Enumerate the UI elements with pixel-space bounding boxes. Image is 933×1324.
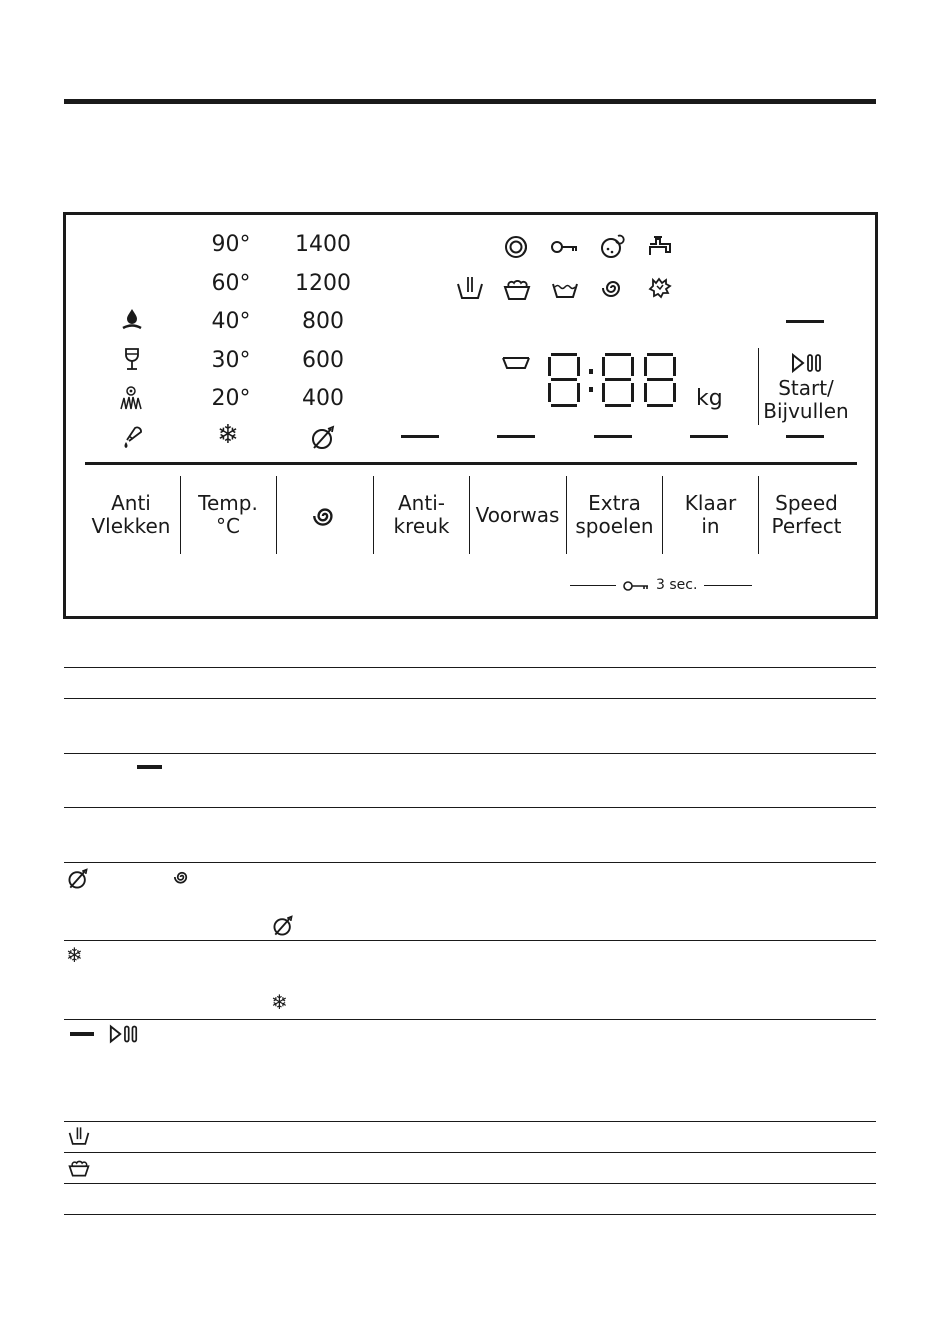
snowflake-icon: ❄ [217, 420, 239, 450]
button-label-line1: Speed [775, 491, 838, 515]
snowflake-icon: ❄ [271, 990, 288, 1014]
table-rule [64, 1121, 876, 1122]
table-rule [64, 1019, 876, 1020]
spin-icon [599, 274, 627, 302]
temp-option: 90° [211, 232, 251, 257]
start-label-line1: Start/ [778, 376, 834, 400]
button-label-line1: Voorwas [475, 503, 560, 527]
main-wash-icon [67, 1156, 91, 1178]
spin-icon [172, 867, 192, 887]
table-rule [64, 667, 876, 668]
spin-icon [310, 501, 340, 531]
voorwas-button[interactable] [470, 504, 565, 527]
indicator-bar-extra-spoelen [594, 435, 632, 438]
prewash-icon [455, 274, 485, 302]
speed-perfect-button[interactable] [759, 492, 854, 538]
tap-icon [646, 233, 674, 259]
button-label-line1: Anti- [398, 491, 445, 515]
temp-option: 30° [211, 348, 251, 373]
rinse-icon [550, 278, 580, 300]
table-rule [64, 940, 876, 941]
drum-refresh-icon [598, 232, 628, 260]
start-pause-icon [108, 1024, 140, 1044]
temp-button[interactable] [181, 492, 275, 538]
temp-option: 20° [211, 386, 251, 411]
anti-vlekken-button[interactable] [84, 492, 178, 538]
start-indicator-bar [786, 320, 824, 323]
start-divider [758, 348, 759, 425]
start-button[interactable] [762, 377, 850, 423]
no-spin-icon [309, 424, 337, 452]
spin-option: 800 [302, 309, 344, 334]
drum-clean-icon [503, 234, 531, 260]
spin-option: 600 [302, 348, 344, 373]
temp-option: 60° [211, 271, 251, 296]
button-label-line2: Vlekken [91, 514, 171, 538]
button-label-line2: kreuk [393, 514, 450, 538]
indicator-bar-speed-perfect [786, 435, 824, 438]
bar-icon [137, 765, 162, 769]
stain-brush-icon [120, 422, 146, 450]
table-rule [64, 807, 876, 808]
klaar-in-button[interactable] [663, 492, 758, 538]
table-rule [64, 1214, 876, 1215]
table-rule [64, 1183, 876, 1184]
anti-kreuk-button[interactable] [374, 492, 469, 538]
table-rule [64, 698, 876, 699]
indicator-bar-klaar-in [690, 435, 728, 438]
main-wash-icon [502, 274, 532, 302]
no-spin-icon [271, 914, 295, 938]
spin-button[interactable] [277, 476, 372, 554]
anti-crease-icon [646, 274, 674, 302]
grass-flower-icon [118, 384, 144, 412]
start-label-line2: Bijvullen [763, 399, 849, 423]
start-pause-icon [790, 353, 824, 373]
child-lock-line-right [704, 585, 752, 586]
extra-spoelen-button[interactable] [567, 492, 662, 538]
table-rule [64, 862, 876, 863]
detergent-tray-icon [501, 356, 531, 370]
button-label-line2: in [701, 514, 720, 538]
button-label-line2: °C [216, 514, 240, 538]
stain-drop-icon [120, 306, 144, 332]
child-lock-line-left [570, 585, 616, 586]
temp-option: 40° [211, 309, 251, 334]
button-label-line2: Perfect [771, 514, 842, 538]
panel-separator [85, 462, 857, 465]
button-label-line1: Klaar [684, 491, 737, 515]
bar-icon [70, 1032, 94, 1036]
button-label-line1: Anti [111, 491, 151, 515]
wine-glass-icon [122, 346, 142, 372]
display-unit: kg [696, 386, 723, 411]
spin-option: 1200 [295, 271, 351, 296]
button-label-line1: Extra [588, 491, 641, 515]
key-icon [550, 237, 580, 257]
indicator-bar-voorwas [497, 435, 535, 438]
button-label-line1: Temp. [198, 491, 258, 515]
indicator-bar-antikreuk [401, 435, 439, 438]
prewash-icon [67, 1125, 91, 1147]
spin-option: 1400 [295, 232, 351, 257]
no-spin-icon [66, 867, 90, 891]
table-rule [64, 1152, 876, 1153]
header-rule [64, 99, 876, 104]
seven-segment-display [545, 351, 680, 409]
table-rule [64, 753, 876, 754]
snowflake-icon: ❄ [66, 943, 83, 967]
child-lock-hint: 3 sec. [656, 577, 698, 593]
key-icon [622, 578, 650, 594]
spin-option: 400 [302, 386, 344, 411]
button-label-line2: spoelen [575, 514, 654, 538]
